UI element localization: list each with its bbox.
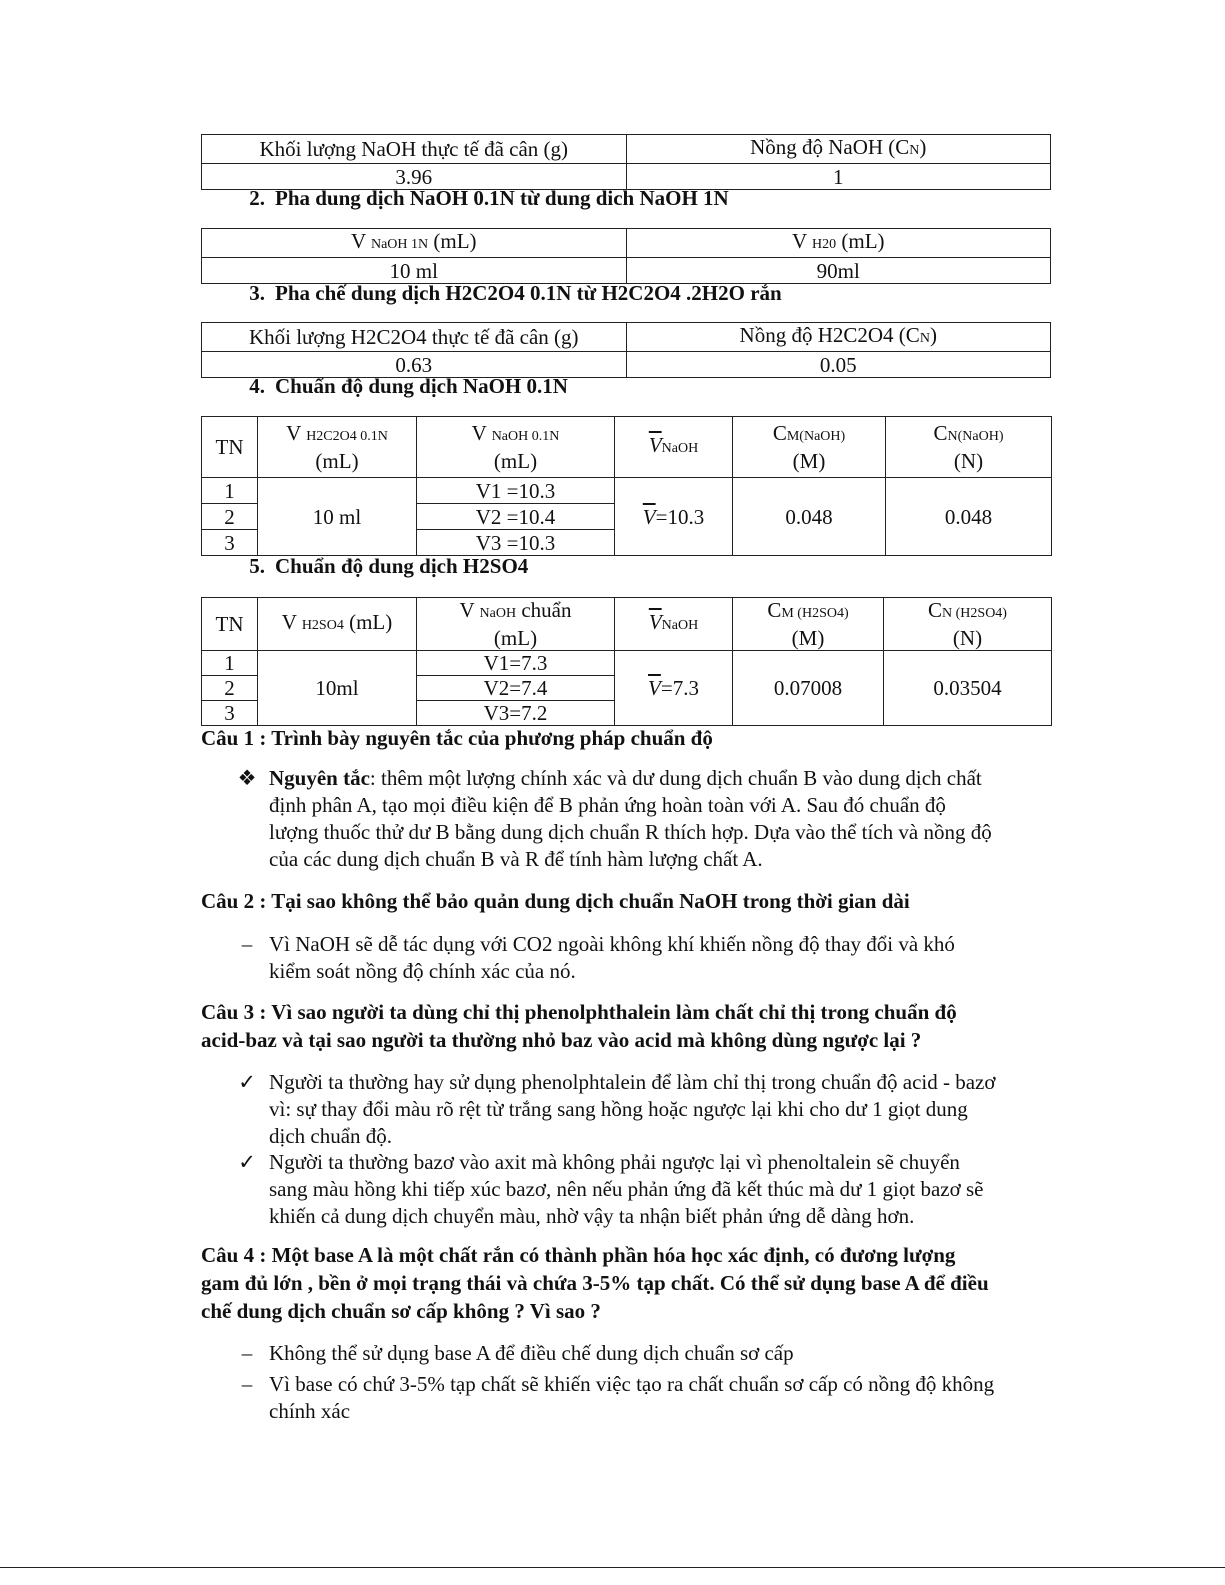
table-cell: 10 ml [258,478,417,556]
page-bottom-rule [0,1567,1225,1568]
section-heading-2: 2. Pha dung dịch NaOH 0.1N từ dung dich NaOH 1N [249,186,729,210]
table-header: V H2C2O4 0.1N (mL) [258,417,417,478]
section-heading-4: 4. Chuẩn độ dung dịch NaOH 0.1N [249,374,568,398]
naoh-titration-table [201,416,1052,556]
table-cell: 0.05 [626,352,1051,378]
question-4-answer-2: – Vì base có chứ 3-5% tạp chất sẽ khiến việc tạo ra chất chuẩn sơ cấp có nồng độ không chính xác [269,1371,1051,1425]
oxalic-mass-table [201,322,1051,378]
table-header: $\overline{V}NaOH$ [615,417,733,478]
table-cell: V2 =10.4 [417,504,615,530]
table-cell: V1=7.3 [417,651,615,676]
naoh-dilution-table [201,228,1051,284]
table-cell: 3.96 [202,164,627,190]
table-cell: V2=7.4 [417,676,615,701]
table-header: V H2SO4 (mL) [258,598,417,651]
table-header: CN(NaOH) (N) [886,417,1052,478]
table-cell: $\overline{V}=10.3$ [615,478,733,556]
table-header: Nồng độ NaOH (CN) [626,135,1051,164]
table-cell: V3=7.2 [417,701,615,726]
question-3-title: Câu 3 : Vì sao người ta dùng chỉ thị phenolphthalein làm chất chỉ thị trong chuẩn độ acid-baz và tại sao người ta thường nhỏ baz vào acid mà không dùng ngược lại ? [201,1000,957,1052]
table-cell: V1 =10.3 [417,478,615,504]
h2so4-titration-table [201,597,1052,726]
table-cell: 2 [202,676,258,701]
table-cell: 10 ml [202,258,627,284]
question-1-title: Câu 1 : Trình bày nguyên tắc của phương pháp chuẩn độ [201,726,713,750]
table-cell: 1 [626,164,1051,190]
question-3-answer-1: ✓ Người ta thường hay sử dụng phenolphtalein để làm chỉ thị trong chuẩn độ acid - bazơ vì: sự thay đổi màu rõ rệt từ trắng sang hồng hoặc ngược lại khi cho dư 1 giọt dung dịch chuẩn độ. [269,1069,1051,1150]
table-header: TN [202,598,258,651]
dash-bullet-icon: – [241,1372,253,1396]
table-header: CN (H2SO4) (N) [884,598,1052,651]
table-cell: 10ml [258,651,417,726]
table-cell: V3 =10.3 [417,530,615,556]
checkmark-bullet-icon: ✓ [238,1070,256,1094]
table-cell: 0.07008 [733,651,884,726]
question-3-answer-2: ✓ Người ta thường bazơ vào axit mà không phải ngược lại vì phenoltalein sẽ chuyển sang màu hồng khi tiếp xúc bazơ, nên nếu phản ứng đã kết thúc mà dư 1 giọt bazơ sẽ khiến cả dung dịch chuyển màu, nhờ vậy ta nhận biết phản ứng dễ dàng hơn. [269,1149,1051,1230]
table-cell: 0.03504 [884,651,1052,726]
dash-bullet-icon: – [241,932,253,956]
table-header: V H20 (mL) [626,229,1051,258]
question-4-title: Câu 4 : Một base A là một chất rắn có thành phần hóa học xác định, có đương lượng gam đủ lớn , bền ở mọi trạng thái và chứa 3-5% tạp chất. Có thể sử dụng base A để điều chế dung dịch chuẩn sơ cấp không ? Vì sao ? [201,1243,989,1323]
table-cell: 90ml [626,258,1051,284]
table-cell: 0.048 [733,478,886,556]
table-cell: 3 [202,530,258,556]
naoh-mass-table [201,134,1051,190]
table-header: Khối lượng H2C2O4 thực tế đã cân (g) [202,323,627,352]
table-header: Nồng độ H2C2O4 (CN) [626,323,1051,352]
diamond-bullet-icon: ❖ [237,766,257,790]
table-cell: 1 [202,651,258,676]
table-cell: $\overline{V}=7.3$ [615,651,733,726]
table-cell: 0.63 [202,352,627,378]
question-2-title: Câu 2 : Tại sao không thể bảo quản dung dịch chuẩn NaOH trong thời gian dài [201,889,910,913]
checkmark-bullet-icon: ✓ [238,1150,256,1174]
question-2-answer: – Vì NaOH sẽ dễ tác dụng với CO2 ngoài không khí khiến nồng độ thay đổi và khó kiểm soát nồng độ chính xác của nó. [269,931,1051,985]
table-cell: 2 [202,504,258,530]
table-header: Khối lượng NaOH thực tế đã cân (g) [202,135,627,164]
section-heading-5: 5. Chuẩn độ dung dịch H2SO4 [249,554,529,578]
table-cell: 3 [202,701,258,726]
question-4-answer-1: – Không thể sử dụng base A để điều chế dung dịch chuẩn sơ cấp [269,1340,1051,1367]
dash-bullet-icon: – [241,1341,253,1365]
table-header: V NaOH chuẩn (mL) [417,598,615,651]
table-header: TN [202,417,258,478]
section-heading-3: 3. Pha chế dung dịch H2C2O4 0.1N từ H2C2O4 .2H2O rắn [249,281,782,305]
table-header: CM (H2SO4) (M) [733,598,884,651]
question-1-answer: ❖ Nguyên tắc: thêm một lượng chính xác và dư dung dịch chuẩn B vào dung dịch chất định phân A, tạo mọi điều kiện để B phản ứng hoàn toàn với A. Sau đó chuẩn độ lượng thuốc thử dư B bằng dung dịch chuẩn R thích hợp. Dựa vào thể tích và nồng độ của các dung dịch chuẩn B và R để tính hàm lượng chất A. [269,765,1051,873]
table-header: CM(NaOH) (M) [733,417,886,478]
table-header: $\overline{V}NaOH$ [615,598,733,651]
table-header: V NaOH 0.1N (mL) [417,417,615,478]
table-cell: 1 [202,478,258,504]
table-cell: 0.048 [886,478,1052,556]
table-header: V NaOH 1N (mL) [202,229,627,258]
